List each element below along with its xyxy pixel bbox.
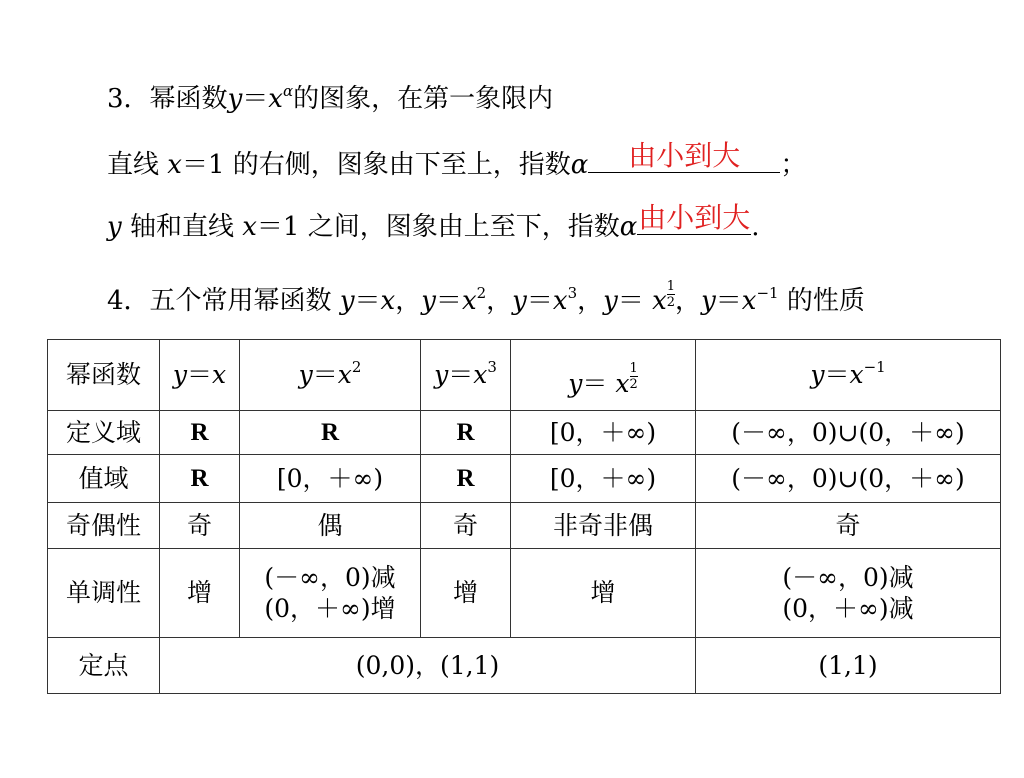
section3-eq: ＝ (242, 84, 269, 114)
cell-line: (0，＋∞)减 (782, 594, 914, 623)
table-row (48, 503, 1001, 549)
section3-base-x: x (268, 84, 283, 114)
section4-number: 4． (107, 286, 150, 316)
section4-heading: 4．五个常用幂函数 y＝x，$y=x^2$，$y=x^3$，y＝ x $\frac{1}{2}$ ，$y=x^{-1}$ 的性质 (107, 279, 865, 316)
section3-tail: 的图象，在第一象限内 (293, 84, 554, 114)
line1-pre: 直线 (107, 150, 168, 180)
line2-mid1: 轴和直线 (121, 212, 243, 242)
cell: R (160, 411, 240, 455)
line2-answer-blank (637, 201, 751, 235)
cell: R (421, 411, 511, 455)
line2-mid2: ＝1 之间，图象由上至下，指数 (256, 212, 620, 242)
line2-answer: 由小到大 (638, 201, 751, 234)
cell: (－∞，0)∪(0，＋∞) (696, 455, 1001, 503)
header-y-x-half: y＝ x $\frac{1}{2}$ (511, 340, 696, 411)
line1-var-x: x (167, 150, 182, 180)
line1-answer: 由小到大 (628, 139, 741, 172)
cell: 奇 (696, 503, 1001, 549)
cell-line: (－∞，0)减 (264, 562, 396, 592)
header-y-x-inv: $y=x^{-1}$ (696, 340, 1001, 411)
section4-tail: 的性质 (786, 286, 865, 316)
cell: 增 (421, 549, 511, 638)
table-row (48, 411, 1001, 455)
section4-sep-1: ， (395, 286, 422, 316)
section4-text: 五个常用幂函数 (149, 286, 340, 316)
section3-var-y: y (227, 84, 243, 114)
line1-alpha: α (570, 150, 589, 180)
header-y-x: y＝x (160, 340, 240, 411)
section3-line1 (107, 139, 807, 180)
section4-sep-4: ， (675, 286, 702, 316)
cell: R (240, 411, 421, 455)
line1-answer-blank (588, 139, 780, 173)
power-function-table (47, 339, 1001, 694)
section3-number: 3． (107, 84, 150, 114)
cell: 奇 (160, 503, 240, 549)
line2-end: . (751, 212, 760, 242)
cell-line: (－∞，0)减 (782, 562, 914, 592)
table-header-row (48, 340, 1001, 411)
header-label: 幂函数 (48, 340, 160, 411)
cell: (0,0)，(1,1) (160, 638, 696, 694)
section4-sep-3: ， (577, 286, 604, 316)
section3-exp-alpha: α (282, 82, 294, 100)
row-label-fixed-point: 定点 (48, 638, 160, 694)
header-y-x2: $y=x^2$ (240, 340, 421, 411)
cell (240, 549, 421, 638)
table-row (48, 455, 1001, 503)
table-row (48, 638, 1001, 694)
cell-line: (0，＋∞)增 (264, 594, 396, 623)
cell: (1,1) (696, 638, 1001, 694)
line2-var-x: x (242, 212, 257, 242)
header-y-x3: $y=x^3$ (421, 340, 511, 411)
row-label-range: 值域 (48, 455, 160, 503)
section4-sep-2: ， (486, 286, 513, 316)
line2-var-y: y (107, 212, 122, 242)
cell: 偶 (240, 503, 421, 549)
cell: 增 (160, 549, 240, 638)
table-row (48, 549, 1001, 638)
line1-end: ； (780, 150, 807, 180)
section3-intro: 幂函数 (149, 84, 228, 114)
section3-line2 (107, 201, 760, 242)
section3-heading (107, 82, 554, 114)
cell: (－∞，0)∪(0，＋∞) (696, 411, 1001, 455)
cell: [0，＋∞) (511, 455, 696, 503)
cell: R (421, 455, 511, 503)
cell: R (160, 455, 240, 503)
cell: 奇 (421, 503, 511, 549)
line1-mid: ＝1 的右侧，图象由下至上，指数 (181, 150, 571, 180)
row-label-domain: 定义域 (48, 411, 160, 455)
cell (696, 549, 1001, 638)
cell: [0，＋∞) (511, 411, 696, 455)
line2-alpha: α (619, 212, 638, 242)
cell: 非奇非偶 (511, 503, 696, 549)
cell: [0，＋∞) (240, 455, 421, 503)
row-label-parity: 奇偶性 (48, 503, 160, 549)
row-label-monotonicity: 单调性 (48, 549, 160, 638)
cell: 增 (511, 549, 696, 638)
